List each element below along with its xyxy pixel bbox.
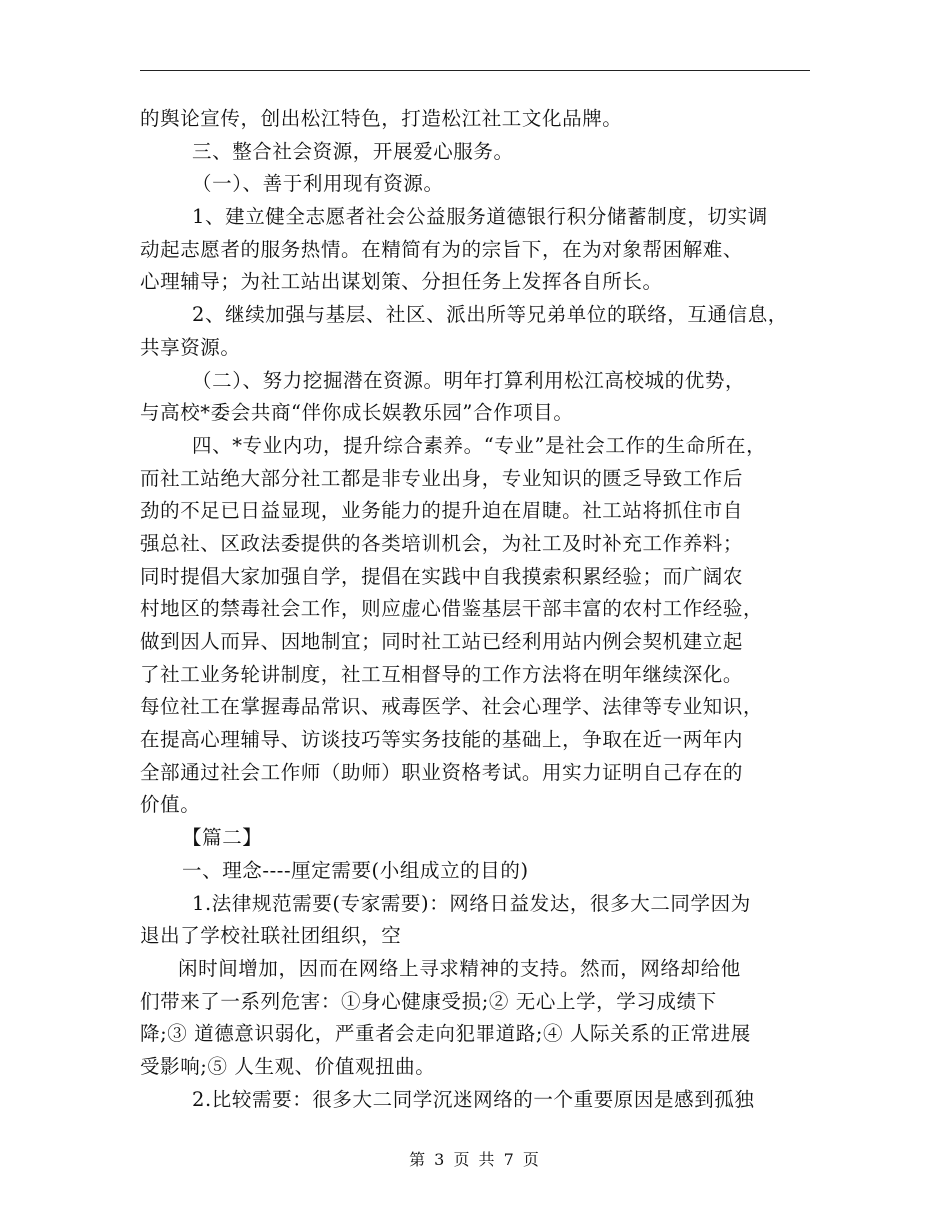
text-line: 共享资源。 bbox=[140, 335, 241, 359]
header-rule bbox=[140, 70, 810, 71]
text-line: 1.法律规范需要(专家需要)：网络日益发达，很多大二同学因为 bbox=[192, 891, 751, 915]
text-line: 心理辅导；为社工站出谋划策、分担任务上发挥各自所长。 bbox=[140, 270, 663, 294]
text-line: 2.比较需要：很多大二同学沉迷网络的一个重要原因是感到孤独 bbox=[192, 1087, 755, 1111]
text-line: 了社工业务轮讲制度，社工互相督导的工作方法将在明年继续深化。 bbox=[140, 662, 744, 686]
text-line: 村地区的禁毒社会工作，则应虚心借鉴基层干部丰富的农村工作经验， bbox=[140, 597, 764, 621]
document-body bbox=[140, 103, 820, 1116]
text-line: 2、继续加强与基层、社区、派出所等兄弟单位的联络，互通信息， bbox=[192, 303, 788, 327]
text-line: 退出了学校社联社团组织，空 bbox=[140, 924, 402, 948]
text-line: 【篇二】 bbox=[182, 826, 263, 850]
text-line: 同时提倡大家加强自学，提倡在实践中自我摸索积累经验；而广阔农 bbox=[140, 564, 744, 588]
text-line: 在提高心理辅导、访谈技巧等实务技能的基础上，争取在近一两年内 bbox=[140, 728, 744, 752]
text-line: 三、整合社会资源，开展爱心服务。 bbox=[192, 139, 514, 163]
text-line: 全部通过社会工作师（助师）职业资格考试。用实力证明自己存在的 bbox=[140, 760, 744, 784]
text-line: 而社工站绝大部分社工都是非专业出身，专业知识的匮乏导致工作后 bbox=[140, 466, 744, 490]
page-footer: 第 3 页 共 7 页 bbox=[409, 1150, 541, 1169]
text-line: 做到因人而异、因地制宜；同时社工站已经利用站内例会契机建立起 bbox=[140, 630, 744, 653]
text-line: 与高校*委会共商“伴你成长娱教乐园”合作项目。 bbox=[140, 401, 574, 425]
text-line: 每位社工在掌握毒品常识、戒毒医学、社会心理学、法律等专业知识， bbox=[140, 695, 764, 719]
text-line: 受影响;⑤ 人生观、价值观扭曲。 bbox=[140, 1054, 436, 1078]
text-line: 动起志愿者的服务热情。在精简有为的宗旨下，在为对象帮困解难、 bbox=[140, 237, 744, 261]
text-line: 一、理念----厘定需要(小组成立的目的) bbox=[182, 858, 529, 882]
text-line: 劲的不足已日益显现，业务能力的提升迫在眉睫。社工站将抓住市自 bbox=[140, 499, 744, 523]
text-line: （二）、努力挖掘潜在资源。明年打算利用松江高校城的优势， bbox=[192, 368, 746, 392]
text-line: （一）、善于利用现有资源。 bbox=[192, 172, 444, 196]
text-line: 的舆论宣传，创出松江特色，打造松江社工文化品牌。 bbox=[140, 107, 623, 130]
text-line: 四、*专业内功，提升综合素养。“专业”是社会工作的生命所在， bbox=[192, 433, 767, 457]
text-line: 强总社、区政法委提供的各类培训机会，为社工及时补充工作养料； bbox=[140, 531, 744, 555]
text-line: 们带来了一系列危害：①身心健康受损;② 无心上学，学习成绩下 bbox=[140, 989, 717, 1013]
text-line: 降;③ 道德意识弱化，严重者会走向犯罪道路;④ 人际关系的正常进展 bbox=[140, 1022, 751, 1046]
text-line: 价值。 bbox=[140, 793, 201, 817]
text-line: 闲时间增加，因而在网络上寻求精神的支持。然而，网络却给他 bbox=[178, 956, 741, 980]
text-line: 1、建立健全志愿者社会公益服务道德银行积分储蓄制度，切实调 bbox=[192, 205, 768, 229]
